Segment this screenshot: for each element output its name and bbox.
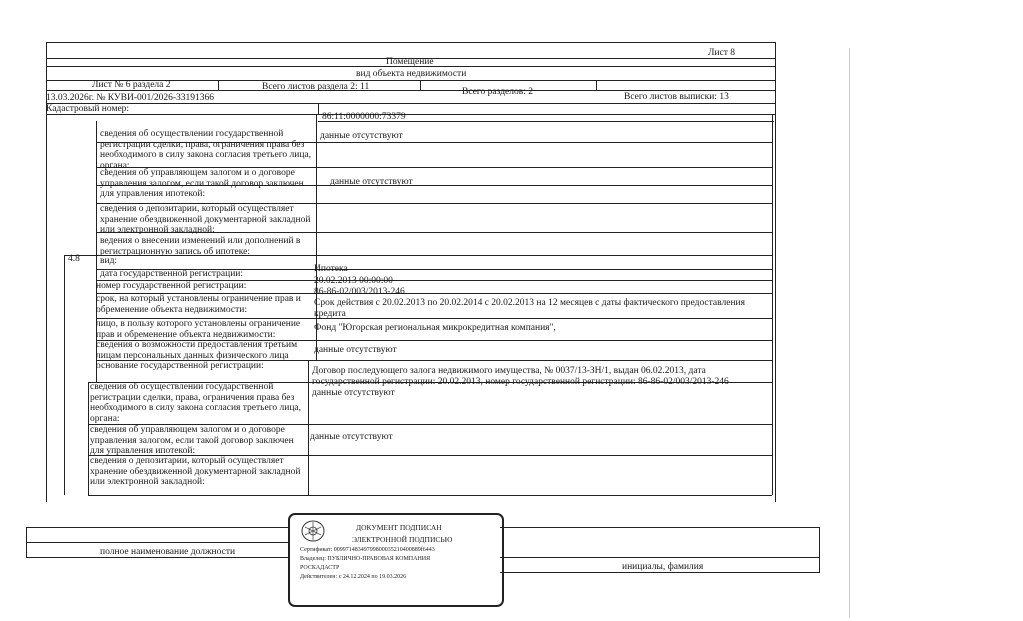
total-sheets-extract: Всего листов выписки: 13 — [624, 92, 729, 102]
row-label: сведения об осуществлении государственной регистрации сделки, права, ограничения права без необходимого в силу закона согласия третьего лица, органа: — [100, 129, 312, 171]
emblem-icon — [300, 519, 326, 543]
position-label: полное наименование должности — [100, 547, 236, 557]
signature-stamp — [288, 513, 504, 607]
row-label: номер государственной регистрации: — [96, 281, 247, 291]
total-sections: Всего разделов: 2 — [462, 87, 534, 97]
row-value: Договор последующего залога недвижимого имущества, № 0037/13-ЗН/1, выдан 06.02.2013, дата государственной регистрации: 20.02.2013, номер государственной регистрации: 86-86-02/003/2013-246 — [312, 366, 729, 387]
row-label: вид: — [100, 256, 118, 266]
stamp-valid: Действителен: с 24.12.2024 по 19.03.2026 — [300, 574, 407, 580]
date-number: 13.03.2026г. № КУВИ-001/2026-33191366 — [46, 93, 215, 103]
row-label: сведения о депозитарии, который осуществляет хранение обездвиженной документарной закладной или электронной закладной: — [100, 204, 311, 235]
row-label: срок, на который установлены ограничение прав и обременение объекта недвижимости: — [96, 294, 301, 315]
row-value: 20.02.2013 00:00:00 — [314, 276, 393, 286]
stamp-owner: Владелец: ПУБЛИЧНО-ПРАВОВАЯ КОМПАНИЯ — [300, 556, 431, 562]
total-sheets-section: Всего листов раздела 2: 11 — [262, 82, 370, 92]
cadastral-value: 86:11:0000000:73379 — [322, 112, 406, 122]
row-value: 86-86-02/003/2013-246 — [314, 287, 405, 297]
row-label: сведения об управляющем залогом и о договоре управления залогом, если такой договор заключен для управления ипотекой: — [90, 425, 294, 456]
stamp-title1: ДОКУМЕНТ ПОДПИСАН — [356, 523, 442, 532]
object-name: Помещение — [386, 57, 434, 67]
section-number: 4.8 — [68, 254, 80, 264]
cadastral-label: Кадастровый номер: — [46, 104, 130, 114]
row-value: данные отсутствуют — [320, 131, 403, 141]
sheet-label: Лист 8 — [708, 48, 736, 58]
row-value: Срок действия с 20.02.2013 по 20.02.2014 с 20.02.2013 на 12 месяцев с даты фактического предоставления кредита — [314, 298, 745, 319]
row-label: ведения о внесении изменений или дополнений в регистрационную запись об ипотеке: — [100, 236, 301, 257]
row-value: данные отсутствуют — [310, 432, 393, 442]
object-kind: вид объекта недвижимости — [356, 69, 467, 79]
row-value: Ипотека — [314, 264, 348, 274]
stamp-cert: Сертификат: 00997148349799800035210400889f6443 — [300, 547, 435, 553]
stamp-title2: ЭЛЕКТРОННОЙ ПОДПИСЬЮ — [352, 535, 453, 544]
row-value: данные отсутствуют — [314, 345, 397, 355]
row-label: лицо, в пользу которого установлены ограничение прав и обременение объекта недвижимости: — [96, 319, 301, 340]
row-label: сведения о депозитарии, который осуществляет хранение обездвиженной документарной закладной или электронной закладной: — [90, 456, 301, 487]
initials-label: инициалы, фамилия — [622, 562, 704, 572]
stamp-owner2: РОСКАДАСТР — [300, 565, 340, 571]
row-label: сведения об управляющем залогом и о договоре управления залогом, если такой договор заключен для управления ипотекой: — [100, 168, 304, 199]
section-sheet: Лист № 6 раздела 2 — [92, 80, 171, 90]
row-value: данные отсутствуют — [330, 177, 413, 187]
row-value: Фонд "Югорская региональная микрокредитная компания", — [314, 323, 556, 333]
row-label: сведения об осуществлении государственной регистрации сделки, права, ограничения права без необходимого в силу закона согласия третьего лица, органа: — [90, 382, 302, 424]
row-label: дата государственной регистрации: — [100, 269, 244, 279]
row-label: основание государственной регистрации: — [96, 361, 264, 371]
row-label: сведения о возможности предоставления третьим лицам персональных данных физического лица — [96, 340, 298, 361]
scan-edge — [849, 48, 850, 618]
row-value: данные отсутствуют — [312, 388, 395, 398]
